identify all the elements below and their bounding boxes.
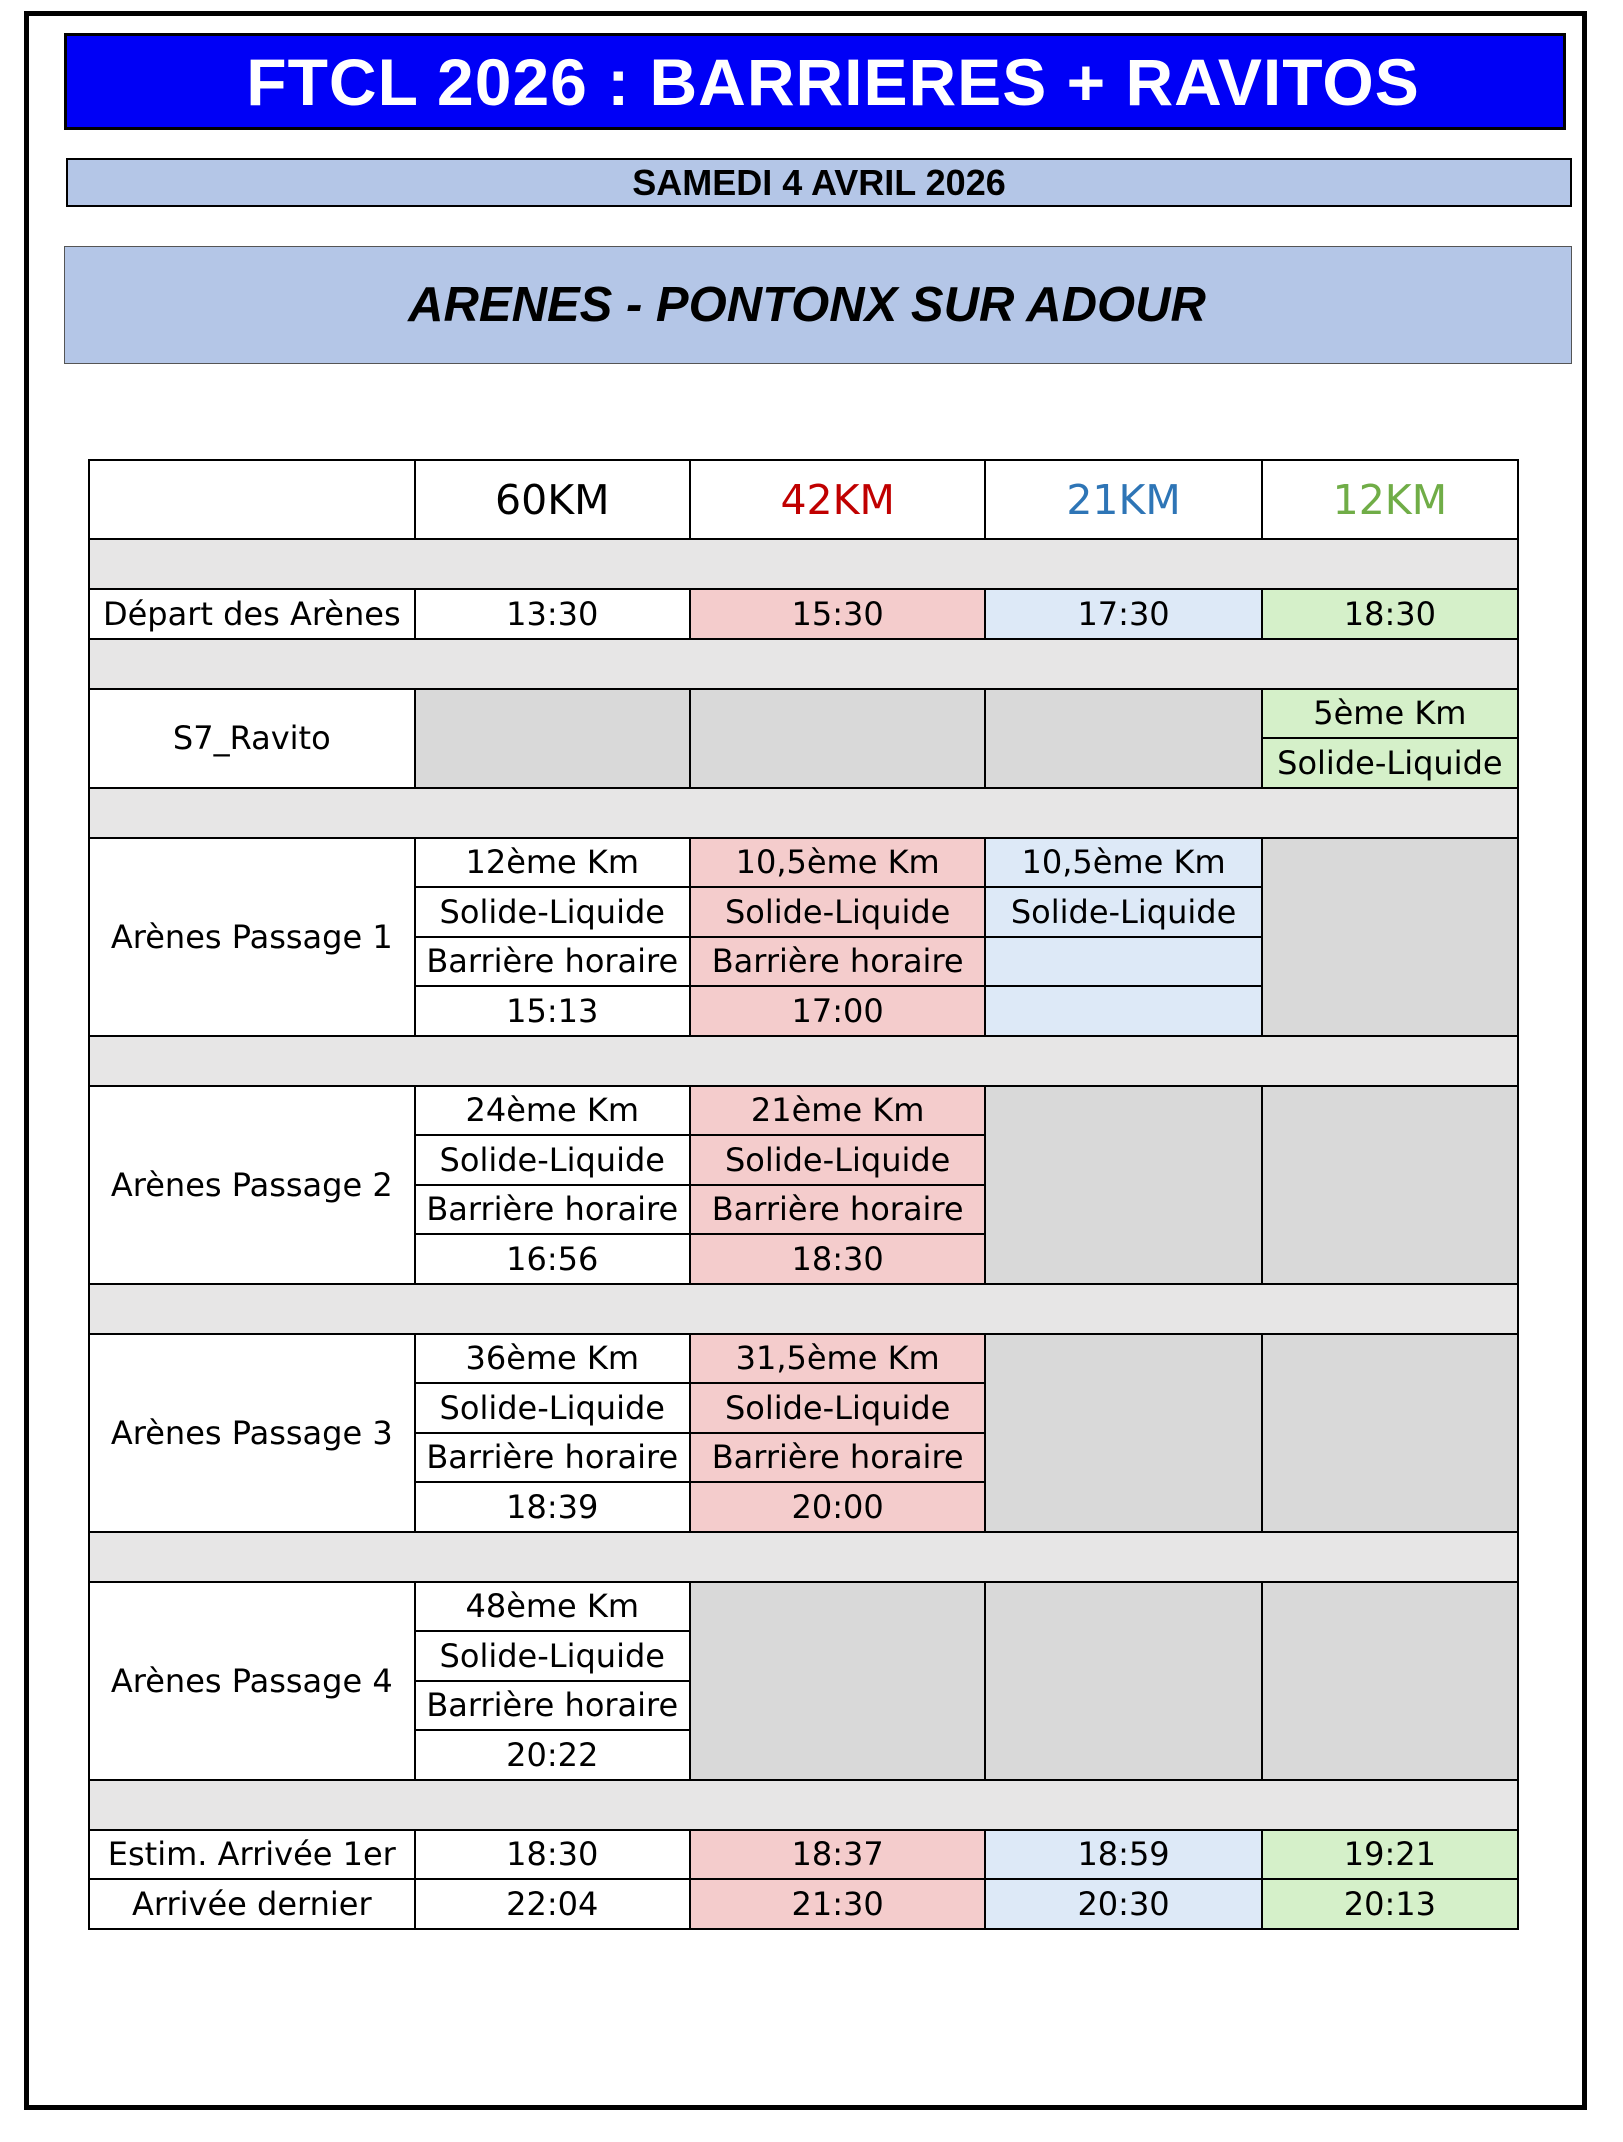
empty-cell-21km (985, 1086, 1261, 1284)
passage-1-row (89, 838, 1518, 888)
column-header-42km: 42KM (690, 460, 985, 539)
column-header-60km: 60KM (415, 460, 690, 539)
time-cell-42km: 18:37 (690, 1830, 985, 1880)
barrier-time-cell-42km: 20:00 (690, 1482, 985, 1532)
km-cell-60km: 12ème Km (415, 838, 690, 888)
time-cell-21km: 17:30 (985, 589, 1261, 639)
event-date: SAMEDI 4 AVRIL 2026 (66, 158, 1572, 207)
km-cell-60km: 36ème Km (415, 1334, 690, 1384)
column-header-12km: 12KM (1262, 460, 1518, 539)
time-cell-60km: 18:30 (415, 1830, 690, 1880)
ravito-type-cell-12km: Solide-Liquide (1262, 738, 1518, 788)
separator-row (89, 639, 1518, 689)
ravito-type-cell-42km: Solide-Liquide (690, 887, 985, 937)
barrier-time-cell-60km: 20:22 (415, 1730, 690, 1780)
ravito-type-cell-60km: Solide-Liquide (415, 887, 690, 937)
ravito-type-cell-21km: Solide-Liquide (985, 887, 1261, 937)
barrier-label-cell-60km: Barrière horaire (415, 1185, 690, 1235)
barrier-time-cell-42km: 18:30 (690, 1234, 985, 1284)
page-title (64, 33, 1566, 130)
barrier-time-cell-21km (985, 986, 1261, 1036)
arrivee-dernier-row (89, 1879, 1518, 1929)
passage-2-row (89, 1086, 1518, 1136)
empty-cell-12km (1262, 1334, 1518, 1532)
km-cell-60km: 24ème Km (415, 1086, 690, 1136)
barrier-time-cell-60km: 18:39 (415, 1482, 690, 1532)
km-cell-42km: 10,5ème Km (690, 838, 985, 888)
separator-row (89, 1532, 1518, 1582)
barrier-label-cell-42km: Barrière horaire (690, 1433, 985, 1483)
empty-cell-42km (690, 1582, 985, 1780)
empty-cell-21km (985, 1334, 1261, 1532)
empty-cell-12km (1262, 1582, 1518, 1780)
header-row (89, 460, 1518, 539)
row-label: Arrivée dernier (89, 1879, 415, 1929)
row-label: Arènes Passage 3 (89, 1334, 415, 1532)
s7-ravito-row (89, 689, 1518, 739)
separator-row (89, 1780, 1518, 1830)
separator-row (89, 539, 1518, 589)
time-cell-12km: 19:21 (1262, 1830, 1518, 1880)
depart-row (89, 589, 1518, 639)
separator-row (89, 1036, 1518, 1086)
barrier-label-cell-42km: Barrière horaire (690, 1185, 985, 1235)
event-location-text: ARENES - PONTONX SUR ADOUR (408, 278, 1206, 332)
ravito-type-cell-42km: Solide-Liquide (690, 1383, 985, 1433)
row-label: Arènes Passage 2 (89, 1086, 415, 1284)
time-cell-42km: 15:30 (690, 589, 985, 639)
arrivee-1er-row (89, 1830, 1518, 1880)
ravito-type-cell-60km: Solide-Liquide (415, 1383, 690, 1433)
empty-cell-21km (985, 1582, 1261, 1780)
time-cell-60km: 13:30 (415, 589, 690, 639)
passage-3-row (89, 1334, 1518, 1384)
schedule-table (88, 459, 1519, 1930)
ravito-type-cell-42km: Solide-Liquide (690, 1135, 985, 1185)
barrier-time-cell-42km: 17:00 (690, 986, 985, 1036)
event-location (64, 246, 1572, 364)
empty-cell-21km (985, 689, 1261, 788)
barrier-label-cell-21km (985, 937, 1261, 987)
barrier-time-cell-60km: 16:56 (415, 1234, 690, 1284)
km-cell-21km: 10,5ème Km (985, 838, 1261, 888)
km-cell-42km: 21ème Km (690, 1086, 985, 1136)
time-cell-21km: 18:59 (985, 1830, 1261, 1880)
empty-cell-60km (415, 689, 690, 788)
separator-row (89, 1284, 1518, 1334)
barrier-label-cell-42km: Barrière horaire (690, 937, 985, 987)
empty-cell-12km (1262, 1086, 1518, 1284)
row-label: Estim. Arrivée 1er (89, 1830, 415, 1880)
row-label: Départ des Arènes (89, 589, 415, 639)
ravito-type-cell-60km: Solide-Liquide (415, 1631, 690, 1681)
time-cell-42km: 21:30 (690, 1879, 985, 1929)
row-label: S7_Ravito (89, 689, 415, 788)
page-title-text: FTCL 2026 : BARRIERES + RAVITOS (246, 44, 1420, 119)
empty-cell-42km (690, 689, 985, 788)
km-cell-60km: 48ème Km (415, 1582, 690, 1632)
time-cell-12km: 18:30 (1262, 589, 1518, 639)
column-header-21km: 21KM (985, 460, 1261, 539)
barrier-label-cell-60km: Barrière horaire (415, 937, 690, 987)
barrier-label-cell-60km: Barrière horaire (415, 1433, 690, 1483)
barrier-time-cell-60km: 15:13 (415, 986, 690, 1036)
passage-4-row (89, 1582, 1518, 1632)
km-cell-42km: 31,5ème Km (690, 1334, 985, 1384)
barrier-label-cell-60km: Barrière horaire (415, 1681, 690, 1731)
ravito-type-cell-60km: Solide-Liquide (415, 1135, 690, 1185)
header-empty-cell (89, 460, 415, 539)
row-label: Arènes Passage 4 (89, 1582, 415, 1780)
km-cell-12km: 5ème Km (1262, 689, 1518, 739)
row-label: Arènes Passage 1 (89, 838, 415, 1036)
time-cell-21km: 20:30 (985, 1879, 1261, 1929)
separator-row (89, 788, 1518, 838)
empty-cell-12km (1262, 838, 1518, 1036)
time-cell-60km: 22:04 (415, 1879, 690, 1929)
time-cell-12km: 20:13 (1262, 1879, 1518, 1929)
